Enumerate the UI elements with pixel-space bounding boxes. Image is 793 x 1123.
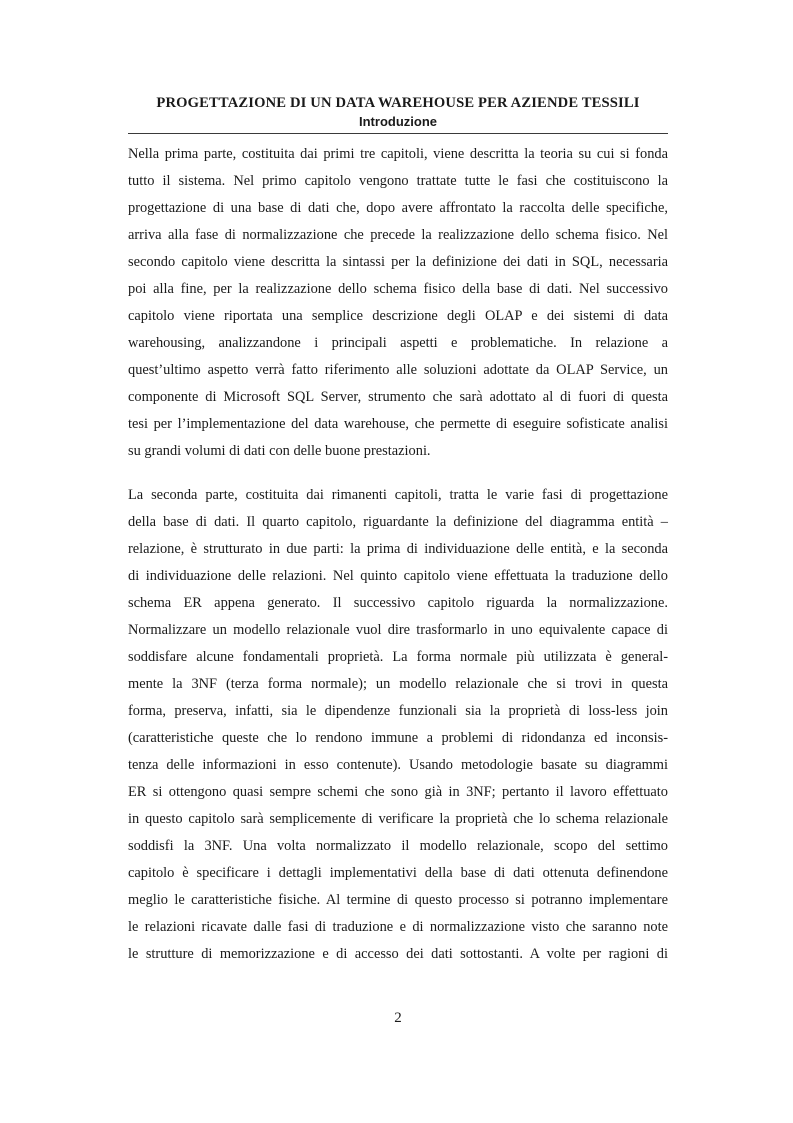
text-line: su grandi volumi di dati con delle buone prestazioni. xyxy=(128,443,431,459)
text-line: componente di Microsoft SQL Server, strumento che sarà adottato al di fuori di questa xyxy=(128,389,668,405)
text-line: forma, preserva, infatti, sia le dipendenze funzionali sia la proprietà di loss-less join xyxy=(128,703,668,719)
text-line: le strutture di memorizzazione e di accesso dei dati sottostanti. A volte per ragioni di xyxy=(128,946,668,962)
text-line: progettazione di una base di dati che, dopo avere affrontato la raccolta delle specifiche, xyxy=(128,200,668,216)
text-line: secondo capitolo viene descritta la sintassi per la definizione dei dati in SQL, necessaria xyxy=(128,254,668,270)
text-line: quest’ultimo aspetto verrà fatto riferimento alle soluzioni adottate da OLAP Service, un xyxy=(128,362,668,378)
text-line: Normalizzare un modello relazionale vuol dire trasformarlo in uno equivalente capace di xyxy=(128,622,668,638)
text-line: warehousing, analizzandone i principali aspetti e problematiche. In relazione a xyxy=(128,335,668,351)
text-line: in questo capitolo sarà semplicemente di verificare la proprietà che lo schema relazionale xyxy=(128,811,668,827)
chapter-title: Introduzione xyxy=(359,114,437,129)
text-line: schema ER appena generato. Il successivo capitolo riguarda la normalizzazione. xyxy=(128,595,668,611)
text-line: meglio le caratteristiche fisiche. Al termine di questo processo si potranno implementare xyxy=(128,892,668,908)
text-line: tesi per l’implementazione del data warehouse, che permette di eseguire sofisticate analisi xyxy=(128,416,668,432)
text-line: tenza delle informazioni in esso contenute). Usando metodologie basate su diagrammi xyxy=(128,757,668,773)
header-divider xyxy=(128,133,668,134)
document-title: PROGETTAZIONE DI UN DATA WAREHOUSE PER AZIENDE TESSILI xyxy=(156,95,640,111)
text-line: capitolo è specificare i dettagli implementativi della base di dati ottenuta definendone xyxy=(128,865,668,881)
text-line: soddisfi la 3NF. Una volta normalizzato il modello relazionale, scopo del settimo xyxy=(128,838,668,854)
text-line: poi alla fine, per la realizzazione dello schema fisico della base di dati. Nel successivo xyxy=(128,281,668,297)
text-line: Nella prima parte, costituita dai primi tre capitoli, viene descritta la teoria su cui si fonda xyxy=(128,146,668,162)
paragraph-1 xyxy=(128,141,668,465)
paragraph-2 xyxy=(128,482,668,968)
text-line: relazione, è strutturato in due parti: la prima di individuazione delle entità, e la seconda xyxy=(128,541,668,557)
text-line: della base di dati. Il quarto capitolo, riguardante la definizione del diagramma entità – xyxy=(128,514,668,530)
text-line: ER si ottengono quasi sempre schemi che sono già in 3NF; pertanto il lavoro effettuato xyxy=(128,784,668,800)
text-line: di individuazione delle relazioni. Nel quinto capitolo viene effettuata la traduzione dello xyxy=(128,568,668,584)
text-line: capitolo viene riportata una semplice descrizione degli OLAP e dei sistemi di data xyxy=(128,308,668,324)
text-line: tutto il sistema. Nel primo capitolo vengono trattate tutte le fasi che costituiscono la xyxy=(128,173,668,189)
text-line: arriva alla fase di normalizzazione che precede la realizzazione dello schema fisico. Nel xyxy=(128,227,668,243)
text-line: soddisfare alcune fondamentali proprietà. La forma normale più utilizzata è general- xyxy=(128,649,668,665)
page-number: 2 xyxy=(394,1010,402,1026)
text-line: La seconda parte, costituita dai rimanenti capitoli, tratta le varie fasi di progettazione xyxy=(128,487,668,503)
text-line: le relazioni ricavate dalle fasi di traduzione e di normalizzazione visto che saranno note xyxy=(128,919,668,935)
text-line: mente la 3NF (terza forma normale); un modello relazionale che si trovi in questa xyxy=(128,676,668,692)
text-line: (caratteristiche queste che lo rendono immune a problemi di ridondanza ed inconsis- xyxy=(128,730,668,746)
